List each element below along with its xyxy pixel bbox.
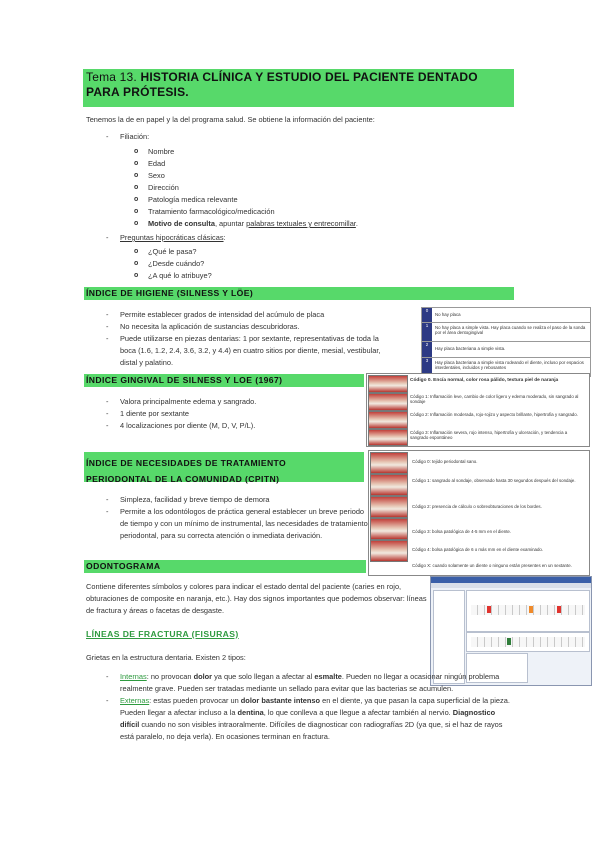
row-number: 0	[422, 308, 432, 322]
odontogram-screenshot	[430, 576, 592, 686]
fracturas-intro: Grietas en la estructura dentaria. Existen 2 tipos:	[86, 653, 246, 662]
gingival-index-table	[366, 373, 590, 447]
row-number: 1	[422, 323, 432, 341]
gingival-code: Código 2: Inflamación moderada, rojo-rojizo y aspecto brillante, hipertrofia y sangrado.	[410, 412, 578, 417]
caries-mark	[557, 606, 561, 613]
gum-photo	[368, 429, 408, 446]
table-row	[422, 308, 590, 323]
cpitn-title-line1: ÍNDICE DE NECESIDADES DE TRATAMIENTO	[86, 458, 287, 468]
text-segment: : no provocan	[146, 672, 194, 681]
gingival-code: Código 3: Inflamación severa, rojo intenso, hipertrofia y ulceración, y tendencia a sangrado espontáneo	[410, 430, 568, 441]
bold-segment: Diagnostico difícil	[120, 708, 496, 729]
text-segment: en el diente, ya que pasan la capa superficial de la pieza. Pueden llegar a afectar incluso a la	[120, 696, 510, 717]
motivo-end: .	[355, 219, 358, 228]
list-item: - Puede utilizarse en piezas dentarias: 1 por sextante, representativas de toda la boca (1.6, 1.2, 2.4, 3.6, 3.2, y 4.4) en cuatro sitios por diente, mesial, vestibular, distal y palatino.	[106, 333, 396, 369]
filiacion-label: Filiación:	[120, 132, 150, 141]
gingival-list	[106, 396, 356, 432]
cpitn-table	[368, 450, 590, 576]
tema-label: Tema 13.	[86, 70, 137, 84]
list-item: o Patología medica relevante	[134, 194, 436, 206]
probe-photo	[370, 518, 408, 540]
odontograma-title: ODONTOGRAMA	[86, 561, 161, 571]
bold-segment: dentina	[237, 708, 264, 717]
hipocraticas-items	[134, 246, 436, 282]
composite-mark	[529, 606, 533, 613]
gum-photo	[368, 375, 408, 393]
list-item-internas	[106, 671, 516, 695]
row-text: Hay placa bacteriana a simple vista.	[435, 346, 506, 351]
hipocraticas-label: Preguntas hipocráticas clásicas	[120, 233, 224, 242]
lower-teeth-chart	[466, 632, 590, 652]
hipocraticas-colon: :	[223, 233, 226, 242]
probe-photo	[370, 452, 408, 474]
cpitn-list	[106, 494, 368, 542]
page-title	[86, 70, 511, 100]
cpitn-code: Código X: cuando solamente un diente o ninguno están presentes en un sextante.	[412, 563, 572, 568]
list-item: o Dirección	[134, 182, 436, 194]
caries-mark	[487, 606, 491, 613]
list-item-motivo	[134, 218, 436, 230]
cpitn-code: Código 4: bolsa patológica de 6 o más mm en el diente examinado.	[412, 547, 544, 552]
text-segment: ya que solo llegan a afectar al	[212, 672, 315, 681]
upper-teeth-chart	[466, 590, 590, 632]
probe-photo	[370, 474, 408, 496]
bold-segment: dolor	[193, 672, 213, 681]
probe-photo	[370, 496, 408, 518]
list-item: o ¿Qué le pasa?	[134, 246, 436, 258]
list-item: - Permite a los odontólogos de práctica general establecer un breve periodo de tiempo y con un mínimo de instrumental, las necesidades de tratamiento periodontal, para su correcta atención o inmediata derivación.	[106, 506, 368, 542]
cpitn-title-line2: PERIODONTAL DE LA COMUNIDAD (CPITN)	[86, 474, 280, 484]
list-item: - 4 localizaciones por diente (M, D, V, P/L).	[106, 420, 356, 432]
cpitn-code: Código 2: presencia de cálculo o sobreobturaciones de los bordes.	[412, 504, 542, 509]
probe-photo	[370, 540, 408, 562]
list-item: - 1 diente por sextante	[106, 408, 356, 420]
higiene-list	[106, 309, 396, 369]
cpitn-code: Código 0: tejido periodontal sano.	[412, 459, 478, 464]
fracturas-list	[106, 671, 516, 743]
cpitn-title	[86, 455, 356, 487]
list-item: o Edad	[134, 158, 436, 170]
text-segment: cuando no son visibles intraoralmente. Difíciles de diagnosticar con radiografías 2D (ya que, si el haz de rayos está paralelo, no deja verla). En ocasiones terminan en fractura.	[120, 720, 503, 741]
row-number: 2	[422, 342, 432, 357]
row-number: 3	[422, 358, 432, 375]
externas-label: Externas	[120, 696, 150, 705]
teeth-row	[471, 637, 585, 647]
fracturas-title: LÍNEAS DE FRACTURA (FISURAS)	[86, 629, 239, 639]
list-item: o Sexo	[134, 170, 436, 182]
motivo-bold: Motivo de consulta	[148, 219, 215, 228]
gum-photo	[368, 411, 408, 429]
list-item: - Valora principalmente edema y sangrado.	[106, 396, 356, 408]
gum-photo	[368, 393, 408, 411]
text-segment: : estas pueden provocar un	[149, 696, 241, 705]
history-list	[106, 131, 436, 282]
gingival-code: Código 1: Inflamación leve, cambio de color ligero y edema moderado, sin sangrado al sondaje	[410, 394, 579, 405]
list-item: o Nombre	[134, 146, 436, 158]
odontograma-text: Contiene diferentes símbolos y colores para indicar el estado dental del paciente (caries en rojo, obturaciones de composite en naranja, etc.). Hay dos signos importantes que podemos observar: líneas de fractura y áreas o facetas de desgaste.	[86, 582, 427, 615]
bold-segment: esmalte	[314, 672, 342, 681]
title-text: HISTORIA CLÍNICA Y ESTUDIO DEL PACIENTE DENTADO PARA PRÓTESIS.	[86, 70, 478, 99]
text-segment: , lo que conlleva a que llegue a afectar también al nervio.	[263, 708, 453, 717]
intro-text: Tenemos la de en papel y la del programa salud. Se obtiene la información del paciente:	[86, 115, 375, 124]
row-text: No hay placa a simple vista. Hay placa cuando se realiza el paso de la sonda por el área dentogingival	[435, 325, 586, 336]
list-item: o ¿A qué lo atribuye?	[134, 270, 436, 282]
list-item: o ¿Desde cuándo?	[134, 258, 436, 270]
list-item: - Simpleza, facilidad y breve tiempo de demora	[106, 494, 368, 506]
left-panel	[433, 590, 465, 684]
cpitn-code: Código 1: sangrado al sondaje, observado hasta 30 segundos después del sondaje.	[412, 478, 576, 483]
treatment-mark	[507, 638, 511, 645]
row-text: No hay placa	[435, 312, 461, 317]
gingival-code: Código 0. Encía normal, color rosa pálido, textura piel de naranja	[410, 378, 559, 383]
list-item: - No necesita la aplicación de sustancias descubridoras.	[106, 321, 396, 333]
motivo-mid: , apuntar	[214, 219, 247, 228]
list-item-externas	[106, 695, 516, 743]
table-row	[422, 342, 590, 358]
higiene-index-table	[421, 307, 591, 377]
list-item: - Permite establecer grados de intensidad del acúmulo de placa	[106, 309, 396, 321]
toolbar	[431, 583, 591, 588]
list-item: o Tratamiento farmacológico/medicación	[134, 206, 436, 218]
internas-label: Internas	[120, 672, 147, 681]
filiacion-items	[134, 146, 436, 230]
motivo-underlined: palabras textuales y entrecomillar	[246, 219, 356, 228]
text-segment: . Pueden no llegar a ocasionar ningún problema realmente grave. Pueden ser tratadas mediante un sellado para evitar que las bacterias se acumulen.	[120, 672, 500, 693]
bold-segment: dolor bastante intenso	[240, 696, 321, 705]
table-row	[422, 323, 590, 342]
cpitn-code: Código 3: bolsa patológica de 4-5 mm en el diente.	[412, 529, 512, 534]
higiene-title: ÍNDICE DE HIGIENE (SILNESS Y LÖE)	[86, 288, 254, 298]
gingival-title: ÍNDICE GINGIVAL DE SILNESS Y LOE (1967)	[86, 375, 283, 385]
row-text: Hay placa bacteriana a simple vista rodeando el diente, incluso por espacios interdentales, incluidos y rebosantes	[435, 360, 584, 371]
